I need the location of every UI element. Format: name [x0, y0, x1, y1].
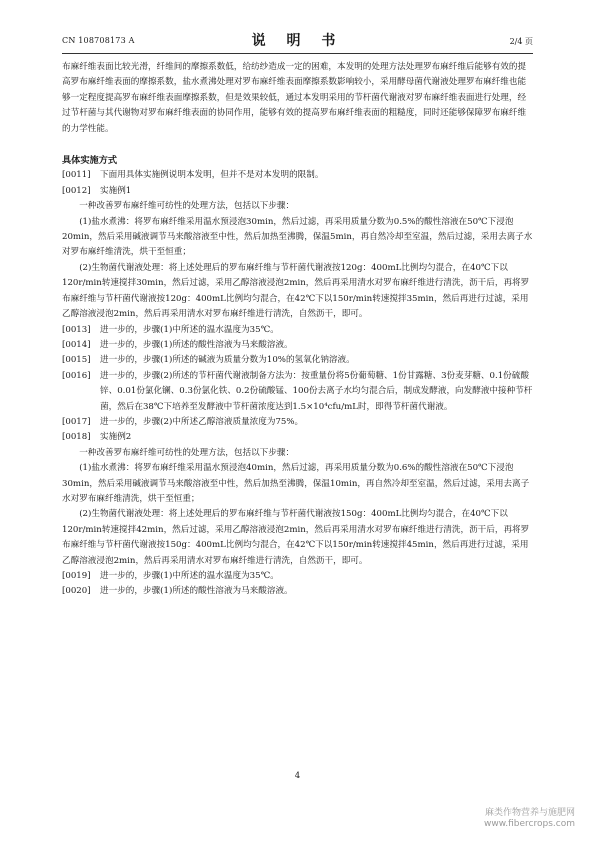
example1-step1: (1)盐水煮沸：将罗布麻纤维采用温水预浸泡30min，然后过滤，再采用质量分数为0.5%的酸性溶液在50℃下浸泡20min，然后采用碱液调节马来酸溶液至中性，然后加热至沸腾，保温5min，再自然冷却至室温，然后过滤，采用去离子水对罗布麻纤维清洗，烘干至恒重；: [62, 216, 533, 258]
paragraph-0015: [62, 353, 533, 368]
page-number: 4: [294, 771, 301, 781]
example2-lead: 一种改善罗布麻纤维可纺性的处理方法，包括以下步骤：: [79, 447, 295, 458]
intro-paragraph: 布麻纤维表面比较光滑，纤维间的摩擦系数低，给纺纱造成一定的困难，本发明的处理方法处理罗布麻纤维后能够有效的提高罗布麻纤维表面的摩擦系数，盐水煮沸处理对罗布麻纤维表面摩擦系数影响较小，采用酵母菌代谢液处理罗布麻纤维也能够一定程度提高罗布麻纤维表面摩擦系数，但是效果较低，通过本发明采用的节杆菌代谢液对罗布麻纤维表面进行处理，经过节杆菌与其代谢物对罗布麻纤维表面的协同作用，能够有效的提高罗布麻纤维表面的粗糙度，同时还能够保障罗布麻纤维的力学性能。: [62, 62, 527, 134]
paragraph-0011: [62, 168, 533, 183]
paragraph-text: 进一步的，步骤(1)所述的碱液为质量分数为10%的氢氧化钠溶液。: [100, 355, 355, 366]
document-title: 说 明 书: [251, 33, 344, 49]
paragraph-number: [0019]: [62, 571, 91, 581]
example2-step2: (2)生物菌代谢液处理：将上述处理后的罗布麻纤维与节杆菌代谢液按150g：400mL比例均匀混合，在40℃下以120r/min转速搅拌42min，然后过滤，采用乙醇溶液浸泡2min，然后再采用清水对罗布麻纤维进行清洗，沥干后，再将罗布麻纤维与节杆菌代谢液按150g：400mL比例均匀混合，在42℃下以150r/min转速搅拌45min，然后再进行过滤，采用乙醇溶液浸泡2min，然后再采用清水对罗布麻纤维进行清洗，自然沥干，即可。: [62, 509, 530, 566]
page-header: [62, 30, 533, 50]
example-title: 实施例1: [100, 185, 132, 196]
paragraph-text: 进一步的，步骤(1)中所述的温水温度为35℃。: [100, 324, 279, 335]
watermark-title: 麻类作物营养与施肥网: [484, 808, 575, 818]
header-divider: [62, 53, 533, 54]
paragraph-number: [0017]: [62, 416, 91, 427]
paragraph-text: 下面用具体实施例说明本发明，但并不是对本发明的限制。: [100, 170, 324, 181]
paragraph-0017: [62, 415, 533, 430]
paragraph-text: 进一步的，步骤(1)所述的酸性溶液为马来酸溶液。: [100, 339, 293, 350]
paragraph-0013: [62, 323, 533, 338]
paragraph-text: 进一步的，步骤(2)中所述乙醇溶液质量浓度为75%。: [100, 416, 304, 427]
example2-step1: (1)盐水煮沸：将罗布麻纤维采用温水预浸泡40min，然后过滤，再采用质量分数为0.6%的酸性溶液在50℃下浸泡30min，然后采用碱液调节马来酸溶液至中性，然后加热至沸腾，保温10min，再自然冷却至室温，然后过滤，采用去离子水对罗布麻纤维清洗，烘干至恒重；: [62, 463, 530, 504]
example1-step2: (2)生物菌代谢液处理：将上述处理后的罗布麻纤维与节杆菌代谢液按120g：400mL比例均匀混合，在40℃下以120r/min转速搅拌30min，然后过滤，采用乙醇溶液浸泡2min，然后再采用清水对罗布麻纤维进行清洗，沥干后，再将罗布麻纤维与节杆菌代谢液按120g：400mL比例均匀混合，在42℃下以150r/min转速搅拌35min，然后再进行过滤，采用乙醇溶液浸泡2min，然后再采用清水对罗布麻纤维进行清洗，自然沥干，即可。: [62, 262, 530, 320]
spacer: [62, 137, 533, 145]
site-watermark: [484, 808, 575, 830]
paragraph-0019: [62, 569, 533, 584]
paragraph-number: [0013]: [62, 324, 91, 335]
paragraph-number: [0012]: [62, 185, 91, 196]
paragraph-text: 进一步的，步骤(2)所述的节杆菌代谢液制备方法为：按重量份将5份葡萄糖、1份甘露糖、3份麦芽糖、0.1份硫酸锌、0.01份氯化镧、0.3份氯化铁、0.2份硫酸锰、100份去离子水均匀混合后，制成发酵液，向发酵液中接种节杆菌，然后在38℃下培养至发酵液中节杆菌浓度达到1.5×10⁴cfu/mL时，即得节杆菌代谢液。: [100, 370, 533, 412]
paragraph-0014: [62, 338, 533, 353]
paragraph-text: 进一步的，步骤(1)中所述的温水温度为35℃。: [100, 571, 279, 581]
paragraph-text: 进一步的，步骤(1)所述的酸性溶液为马来酸溶液。: [100, 586, 293, 597]
section-heading: 具体实施方式: [62, 155, 118, 167]
paragraph-number: [0016]: [62, 370, 91, 381]
paragraph-number: [0011]: [62, 170, 91, 181]
paragraph-0020: [62, 584, 533, 599]
paragraph-0018: [62, 430, 533, 445]
paragraph-0016: [62, 369, 533, 415]
watermark-url: www.fibercrops.com: [484, 819, 575, 829]
paragraph-0012: [62, 184, 533, 199]
paragraph-number: [0014]: [62, 339, 91, 350]
paragraph-number: [0015]: [62, 355, 91, 366]
document-body: [62, 60, 533, 600]
paragraph-number: [0020]: [62, 586, 91, 597]
page-indicator: 2/4 页: [509, 37, 533, 46]
paragraph-number: [0018]: [62, 432, 91, 443]
example1-lead: 一种改善罗布麻纤维可纺性的处理方法，包括以下步骤：: [79, 201, 295, 212]
publication-number: CN 108708173 A: [62, 36, 135, 45]
example-title: 实施例2: [100, 432, 132, 443]
